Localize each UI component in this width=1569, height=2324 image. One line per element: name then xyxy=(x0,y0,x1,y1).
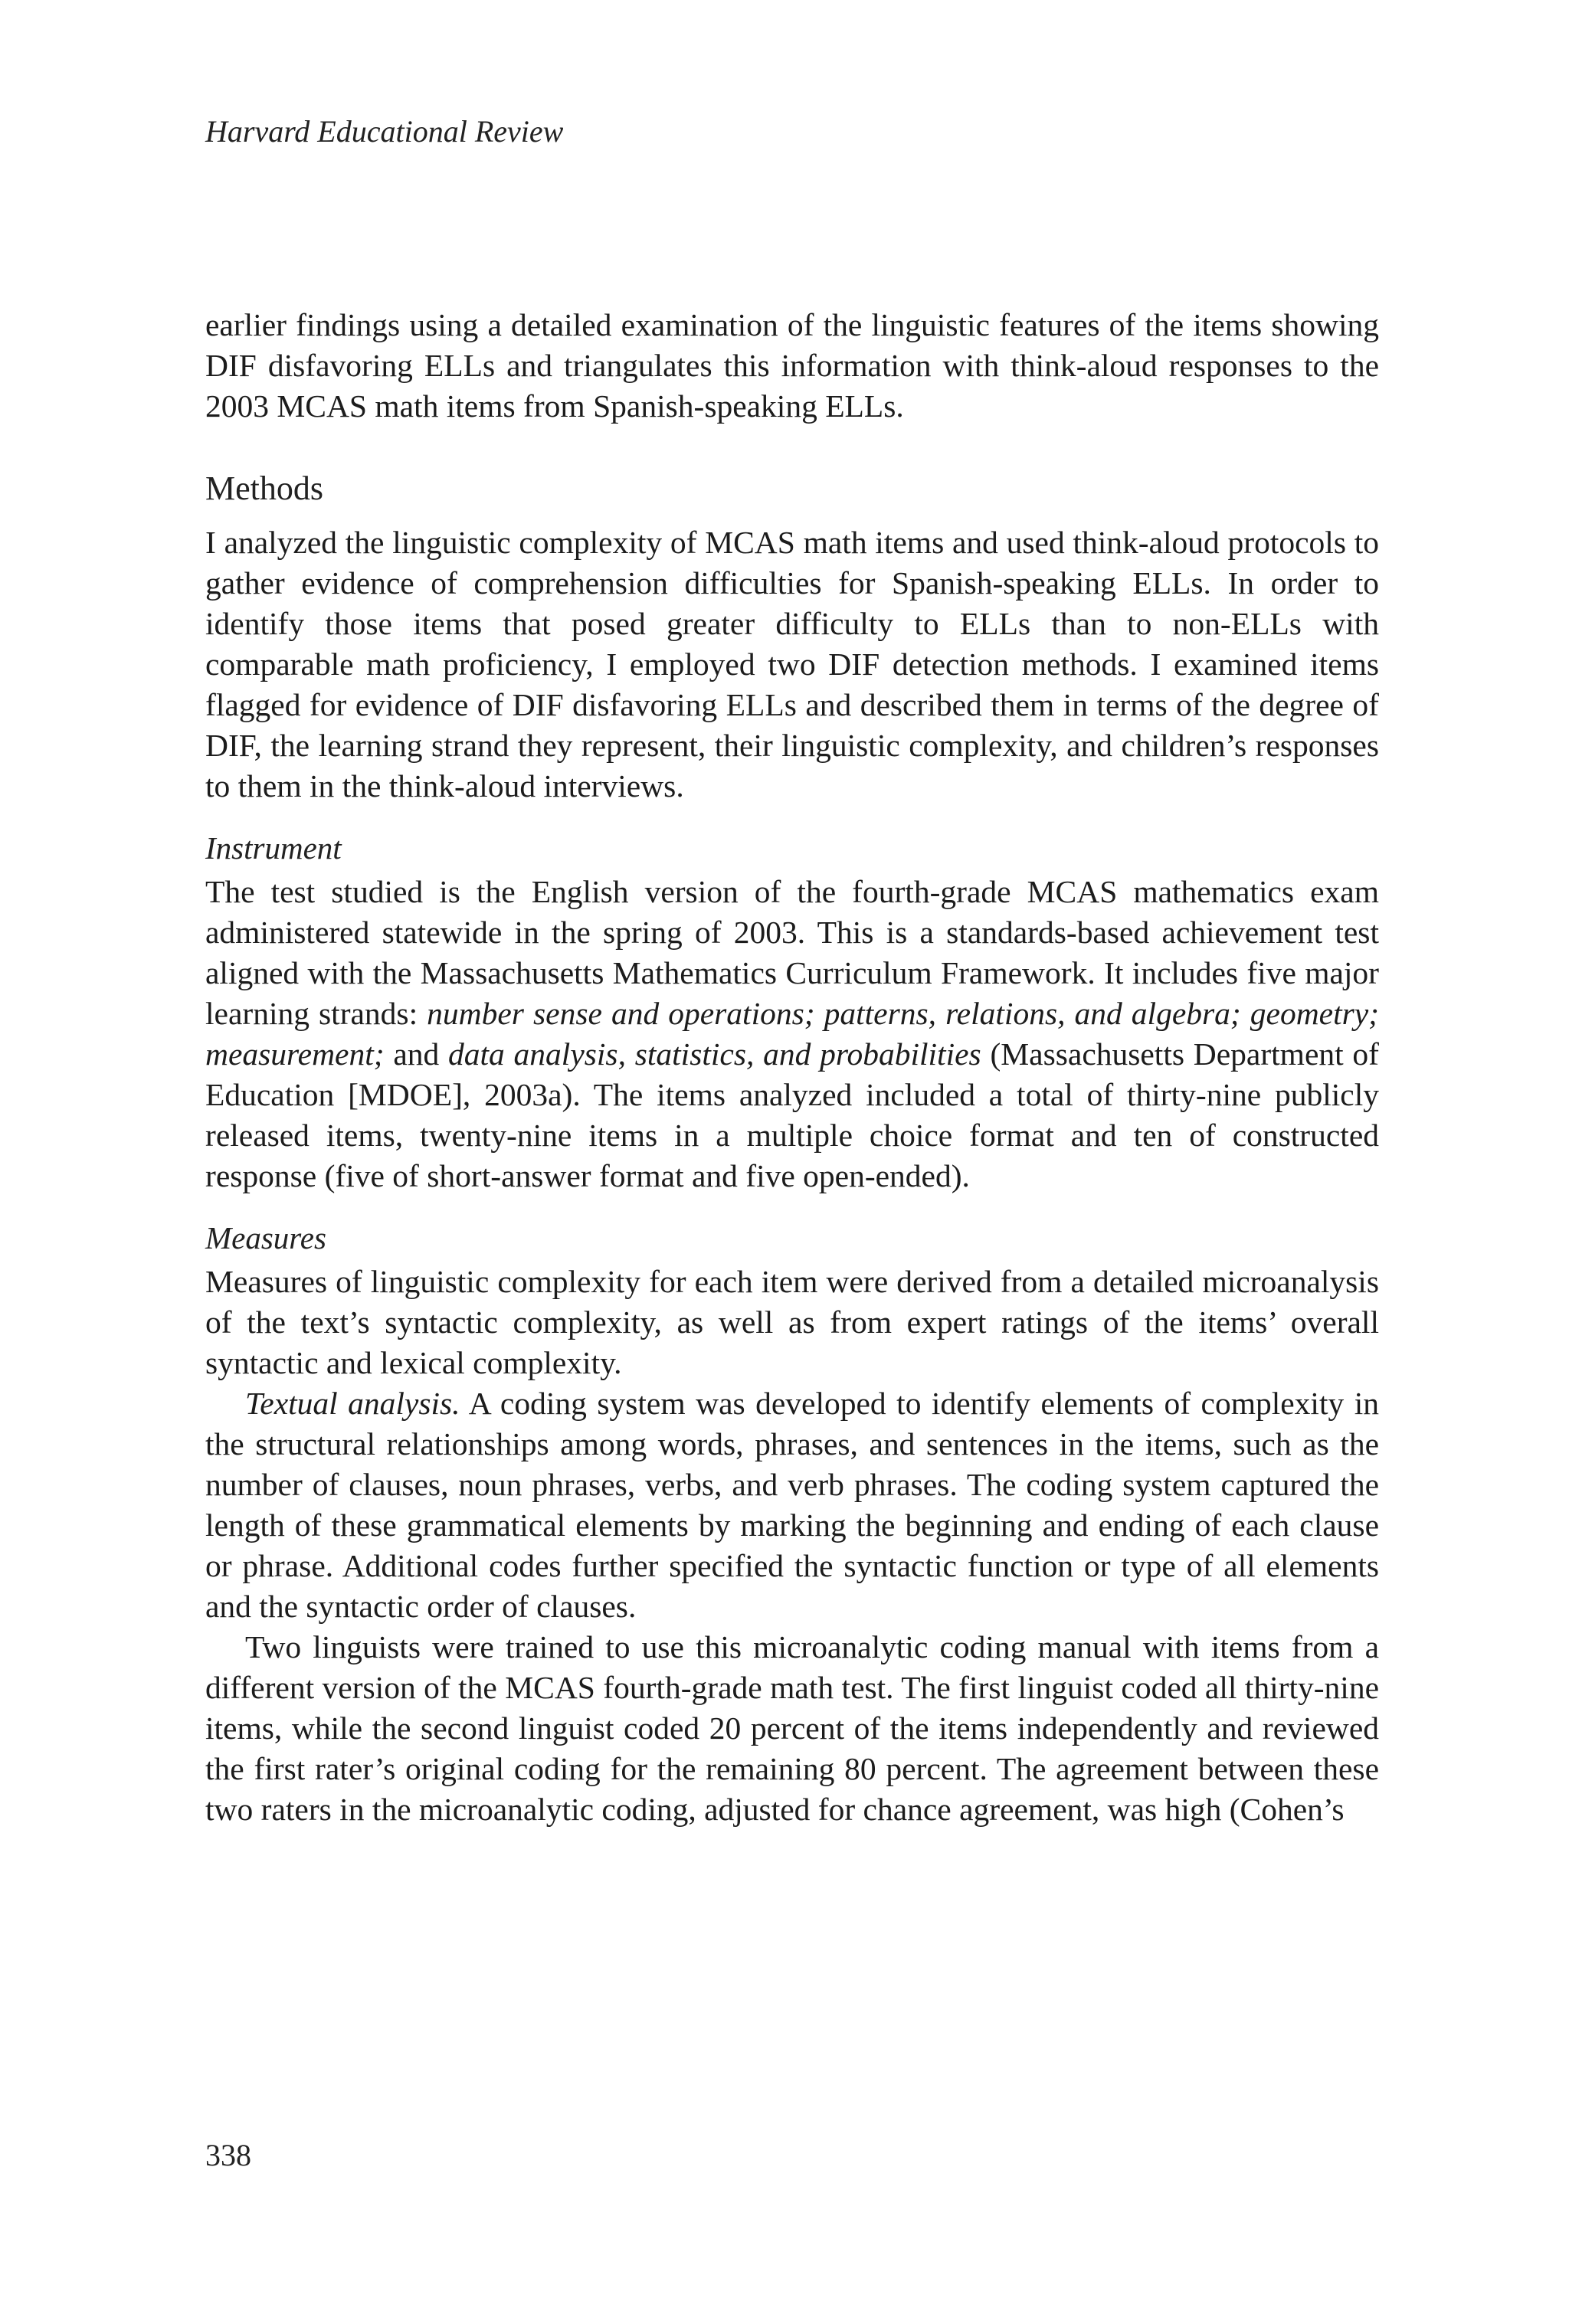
instrument-text-end: (Massachusetts Department of Education [MDOE], 2003a). The items analyzed included a total of thirty-nine publicly released items, twenty-nine items in a multiple choice format and ten of constructed response (five of short-answer format and five open-ended). xyxy=(205,1036,1379,1193)
running-head: Harvard Educational Review xyxy=(205,114,564,149)
textual-analysis-lead: Textual analysis. xyxy=(245,1386,460,1421)
article-body xyxy=(205,305,1379,1830)
textual-analysis-paragraph xyxy=(205,1383,1379,1627)
learning-strand-last: data analysis, statistics, and probabilities xyxy=(448,1036,981,1072)
measures-paragraph: Measures of linguistic complexity for each item were derived from a detailed microanalysis of the text’s syntactic complexity, as well as from expert ratings of the items’ overall syntactic and lexical complexity. xyxy=(205,1264,1379,1380)
measures-heading: Measures xyxy=(205,1220,326,1255)
instrument-text-start: The test studied is the English version of the fourth-grade MCAS mathematics exam administered statewide in the spring of 2003. This is a standards-based achievement test aligned with the Massachusetts Mathematics Curriculum Framework. It includes five major learning strands: xyxy=(205,874,1379,1031)
instrument-heading: Instrument xyxy=(205,830,342,866)
intro-paragraph: earlier findings using a detailed examination of the linguistic features of the items showing DIF disfavoring ELLs and triangulates this information with think-aloud responses to the 2003 MCAS math items from Spanish-speaking ELLs. xyxy=(205,307,1379,424)
textual-analysis-text: A coding system was developed to identify elements of complexity in the structural relationships among words, phrases, and sentences in the items, such as the number of clauses, noun phrases, verbs, and verb phrases. The coding system captured the length of these grammatical elements by marking the beginning and ending of each clause or phrase. Additional codes further specified the syntactic function or type of all elements and the syntactic order of clauses. xyxy=(205,1386,1379,1624)
learning-strands-list: number sense and operations; patterns, relations, and algebra; geometry; measurement; xyxy=(205,996,1379,1072)
linguists-paragraph: Two linguists were trained to use this microanalytic coding manual with items from a different version of the MCAS fourth-grade math test. The first linguist coded all thirty-nine items, while the second linguist coded 20 percent of the items independently and reviewed the first rater’s original coding for the remaining 80 percent. The agreement between these two raters in the microanalytic coding, adjusted for chance agreement, was high (Cohen’s xyxy=(205,1629,1379,1827)
instrument-conjunction: and xyxy=(384,1036,448,1072)
methods-heading: Methods xyxy=(205,470,323,507)
instrument-paragraph xyxy=(205,872,1379,1196)
page-number: 338 xyxy=(205,2138,251,2172)
methods-paragraph: I analyzed the linguistic complexity of MCAS math items and used think-aloud protocols to gather evidence of comprehension difficulties for Spanish-speaking ELLs. In order to identify those items that posed greater difficulty to ELLs than to non-ELLs with comparable math proficiency, I employed two DIF detection methods. I examined items flagged for evidence of DIF disfavoring ELLs and described them in terms of the degree of DIF, the learning strand they represent, their linguistic complexity, and children’s responses to them in the think-aloud interviews. xyxy=(205,525,1379,804)
